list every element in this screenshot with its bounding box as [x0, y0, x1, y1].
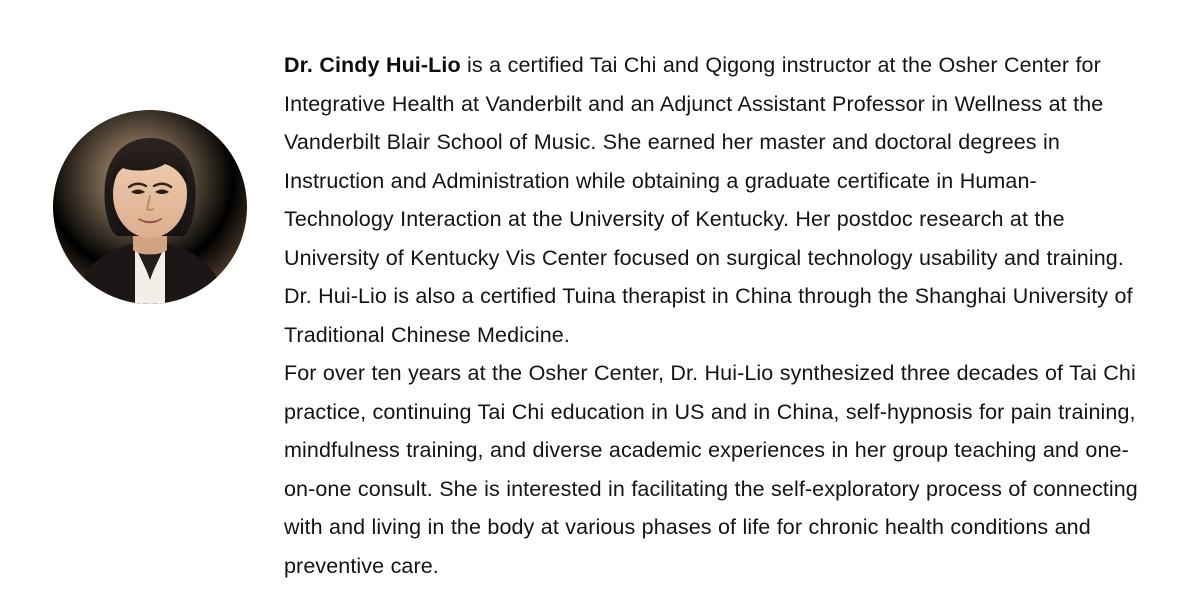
- avatar: [53, 110, 247, 304]
- bio-paragraph-1: [284, 46, 1140, 354]
- bio-paragraph-1-text: is a certified Tai Chi and Qigong instructor at the Osher Center for Integrative Health at Vanderbilt and an Adjunct Assistant Professor in Wellness at the Vanderbilt Blair School of Music. She earned her master and doctoral degrees in Instruction and Administration while obtaining a graduate certificate in Human-Technology Interaction at the University of Kentucky. Her postdoc research at the University of Kentucky Vis Center focused on surgical technology usability and training. Dr. Hui-Lio is also a certified Tuina therapist in China through the Shanghai University of Traditional Chinese Medicine.: [284, 53, 1133, 347]
- bio-text-column: [260, 40, 1140, 585]
- person-name: Dr. Cindy Hui-Lio: [284, 53, 461, 77]
- portrait-column: [40, 40, 260, 304]
- portrait-photo-icon: [53, 110, 247, 304]
- bio-paragraph-2: For over ten years at the Osher Center, Dr. Hui-Lio synthesized three decades of Tai Chi practice, continuing Tai Chi education in US and in China, self-hypnosis for pain training, mindfulness training, and diverse academic experiences in her group teaching and one-on-one consult. She is interested in facilitating the self-exploratory process of connecting with and living in the body at various phases of life for chronic health conditions and preventive care.: [284, 361, 1138, 578]
